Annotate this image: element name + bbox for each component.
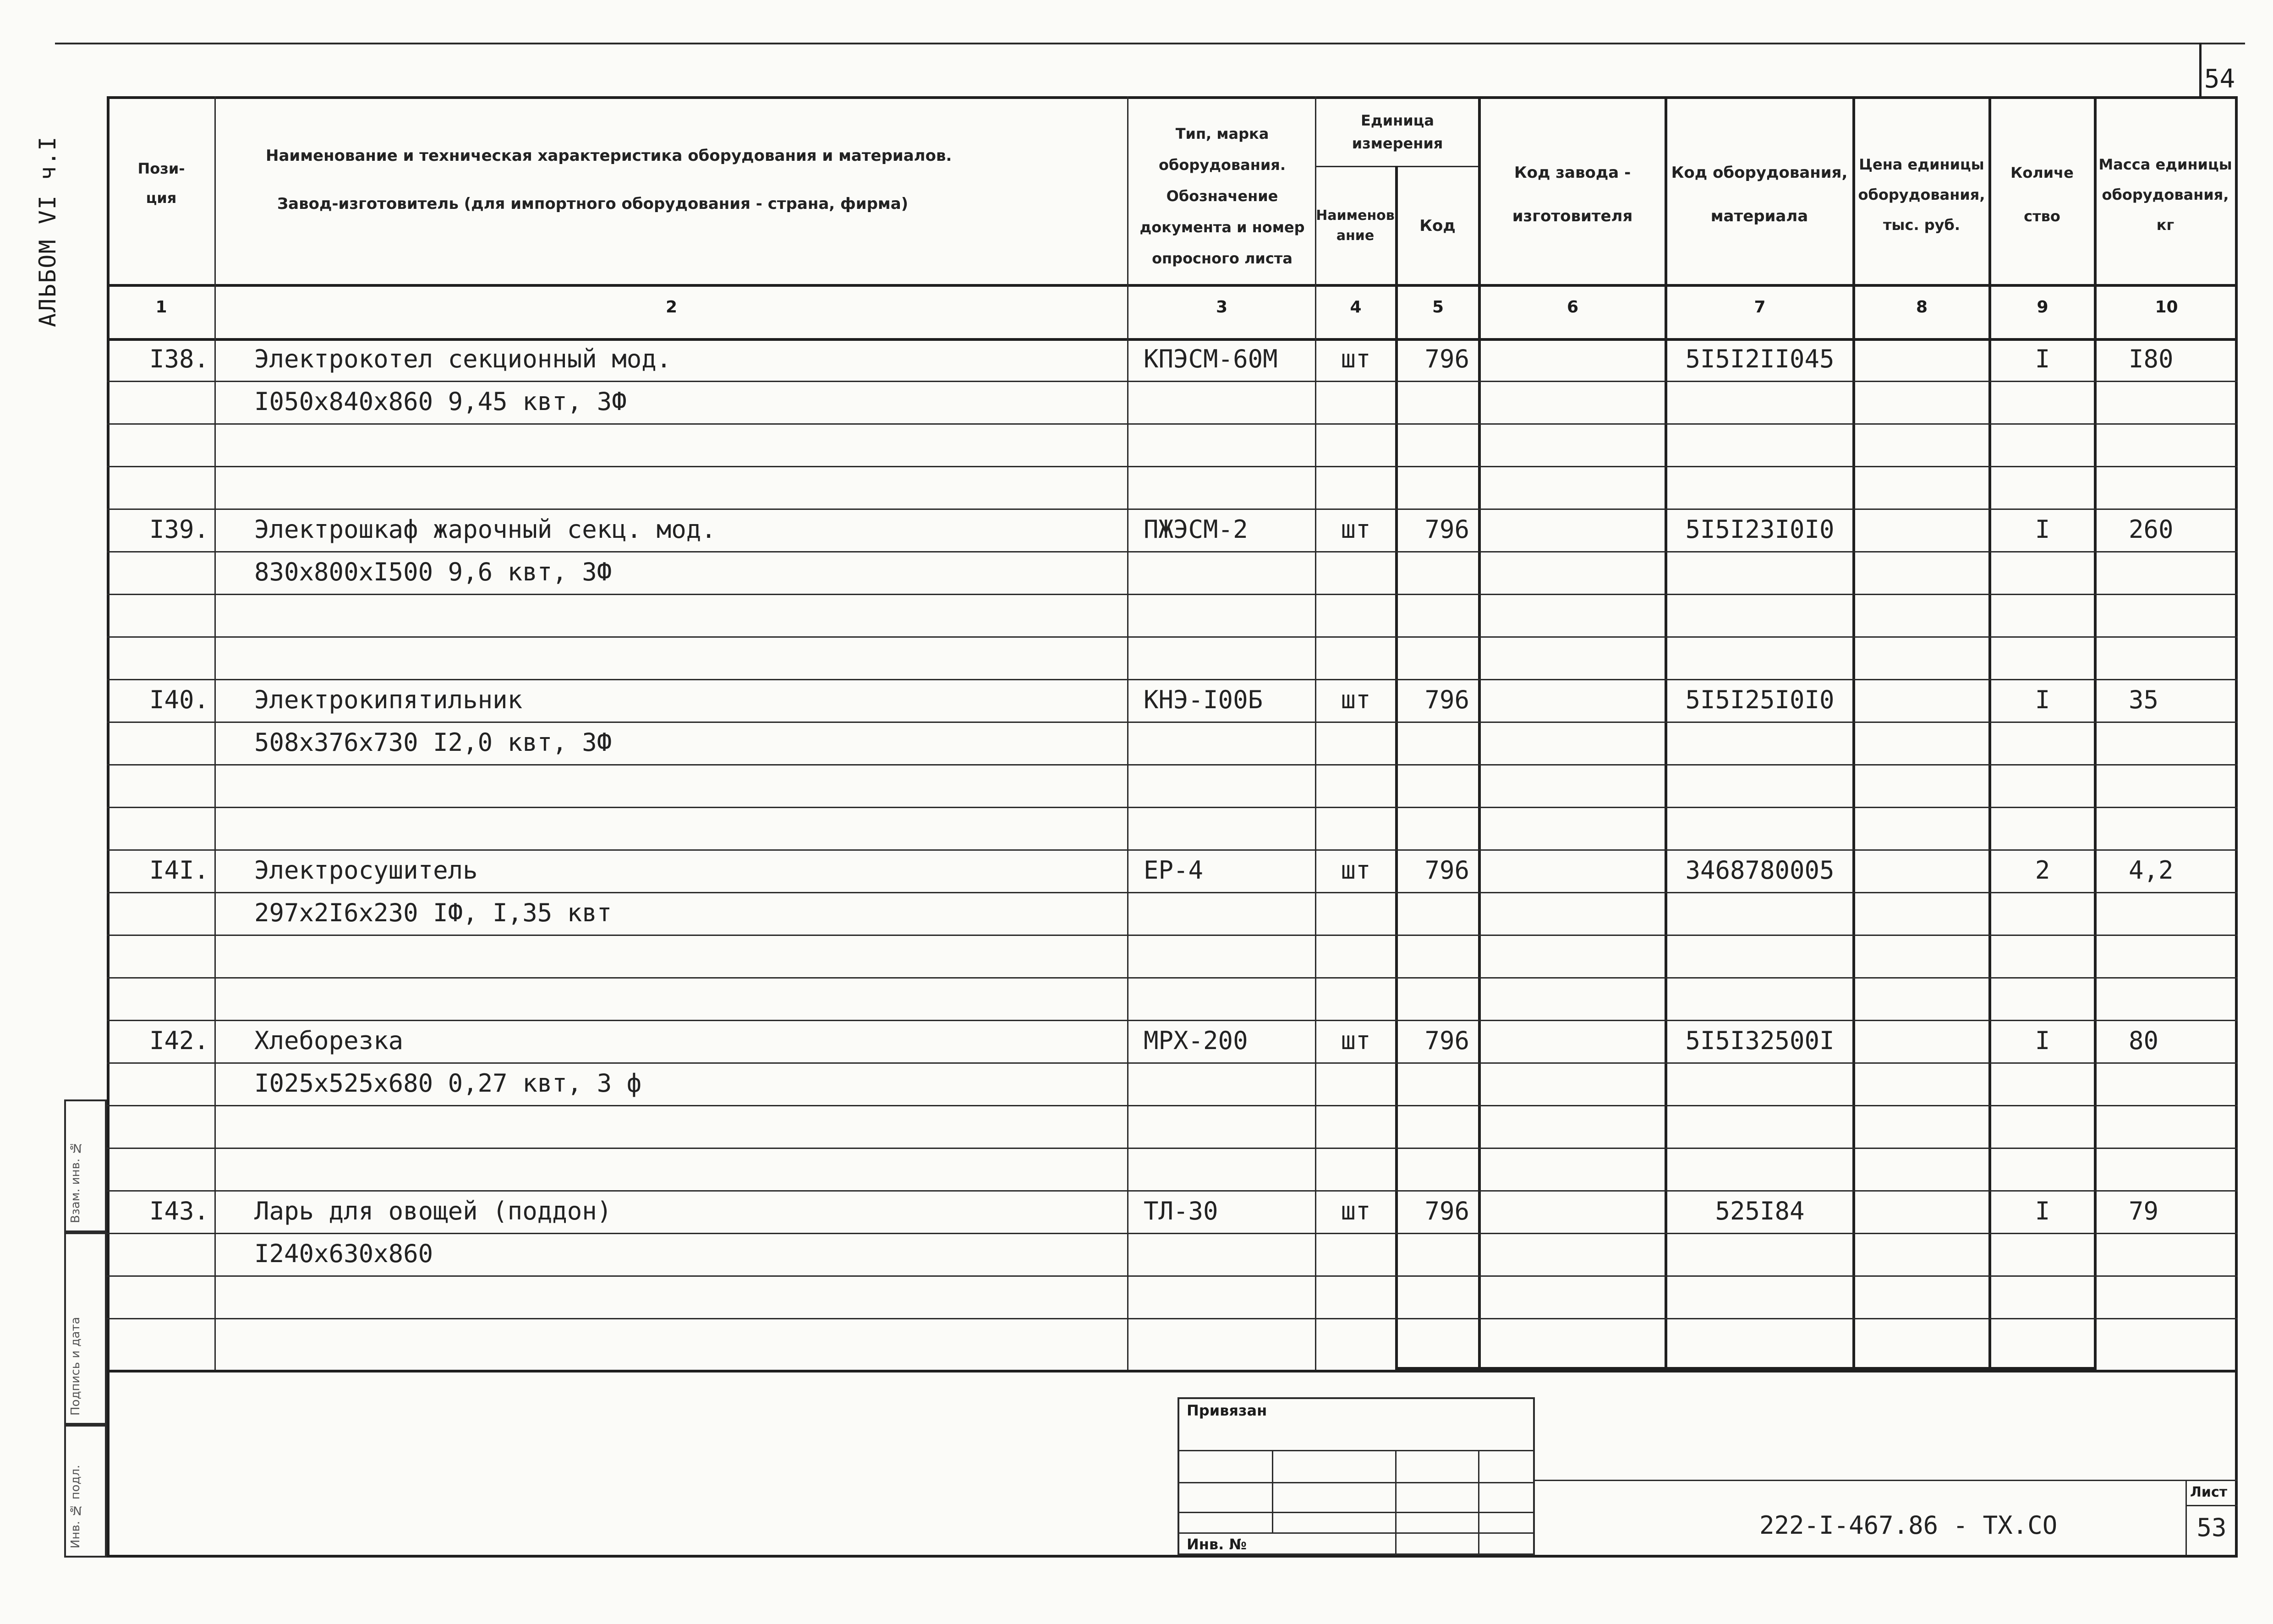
vline-8 — [1988, 96, 1991, 1370]
cell-mass: 35 — [2129, 685, 2159, 714]
row-line — [107, 466, 2238, 467]
bound-label: Привязан — [1187, 1402, 1267, 1419]
vline-3 — [1315, 96, 1316, 1370]
header-equip-code-text: Код оборудования, материала — [1671, 164, 1848, 225]
cell-equip-code: 5I5I2II045 — [1685, 344, 1835, 373]
cell-name-line1: Электросушитель — [254, 856, 478, 885]
row-line — [107, 551, 2238, 552]
cell-name-line2: I240x630x860 — [254, 1239, 433, 1268]
cell-position: I4I. — [149, 856, 209, 885]
top-border-line — [55, 43, 2245, 44]
doc-code: 222-I-467.86 - ТХ.СО — [1759, 1511, 2058, 1540]
header-mass — [2097, 110, 2234, 279]
header-bottom-line — [107, 284, 2238, 287]
header-unit-code — [1397, 170, 1478, 282]
header-type — [1132, 110, 1313, 282]
header-unit-group — [1317, 98, 1478, 165]
bound-stamp-vline-1 — [1272, 1450, 1273, 1532]
row-line — [107, 1062, 2238, 1064]
bound-stamp-box — [1178, 1397, 1535, 1555]
cell-unit-code: 796 — [1424, 685, 1469, 714]
header-qty — [1991, 119, 2093, 270]
cell-equip-code: 5I5I32500I — [1685, 1026, 1835, 1055]
row-line — [107, 594, 2238, 595]
cell-name-line2: 508x376x730 I2,0 квт, 3Ф — [254, 728, 612, 757]
vline-1 — [214, 96, 216, 1370]
row-line — [107, 1148, 2238, 1149]
cell-unit-code: 796 — [1424, 856, 1469, 885]
header-qty-text: Количество — [2010, 164, 2074, 225]
colnum-7: 7 — [1754, 298, 1766, 317]
cell-name-line1: Ларь для овощей (поддон) — [254, 1197, 612, 1225]
colnum-9: 9 — [2037, 298, 2048, 317]
cell-type: КПЭСМ-60М — [1144, 344, 1278, 373]
bound-stamp-line-4 — [1178, 1532, 1535, 1534]
colnum-2: 2 — [665, 298, 678, 317]
row-line — [107, 892, 2238, 893]
cell-name-line1: Электрокипятильник — [254, 685, 523, 714]
body-bottom-line — [107, 1370, 2238, 1372]
colnum-4: 4 — [1350, 298, 1362, 317]
side-label-b: Подпись и дата — [69, 1317, 82, 1416]
page-number-top: 54 — [2199, 43, 2238, 96]
header-name-line1 — [266, 140, 1127, 172]
cell-unit-code: 796 — [1424, 1026, 1469, 1055]
cell-position: I38. — [149, 344, 209, 373]
cell-qty: 2 — [2035, 856, 2050, 885]
cell-name-line2: I025x525x680 0,27 квт, 3 ф — [254, 1069, 642, 1098]
cell-position: I39. — [149, 515, 209, 544]
cell-unit: шт — [1341, 344, 1371, 373]
cell-equip-code: 525I84 — [1715, 1197, 1805, 1225]
header-unit-group-text: Единица измерения — [1352, 111, 1443, 152]
row-line — [107, 807, 2238, 808]
header-unit-code-text: Код — [1419, 216, 1456, 235]
cell-type: ТЛ-30 — [1144, 1197, 1218, 1225]
cell-unit-code: 796 — [1424, 344, 1469, 373]
header-name-line2 — [277, 188, 1125, 220]
colnum-8: 8 — [1916, 298, 1928, 317]
row-line — [107, 722, 2238, 723]
cell-unit-code: 796 — [1424, 1197, 1469, 1225]
cell-qty: I — [2035, 515, 2050, 544]
side-label-c: Инв. № подл. — [69, 1465, 82, 1548]
cell-position: I43. — [149, 1197, 209, 1225]
row-line — [107, 1318, 2238, 1319]
sheet-label: Лист — [2190, 1484, 2228, 1500]
bound-stamp-line-2 — [1178, 1482, 1535, 1483]
sheet-number: 53 — [2196, 1513, 2227, 1542]
cell-type: КНЭ-I00Б — [1144, 685, 1263, 714]
cell-mass: 79 — [2129, 1197, 2159, 1225]
cell-unit: шт — [1341, 1026, 1371, 1055]
header-factory-code-text: Код завода - изготовителя — [1512, 164, 1633, 225]
cell-qty: I — [2035, 685, 2050, 714]
row-line — [107, 849, 2238, 851]
bound-stamp-vline-3 — [1478, 1450, 1479, 1555]
side-label-a: Взам. инв. № — [69, 1141, 82, 1223]
cell-name-line1: Хлеборезка — [254, 1026, 404, 1055]
cell-position: I40. — [149, 685, 209, 714]
header-type-text: Тип, марка оборудования. Обозначение документа и номер опросного листа — [1139, 125, 1305, 267]
cell-name-line1: Электрокотел секционный мод. — [254, 344, 672, 373]
cell-qty: I — [2035, 344, 2050, 373]
cell-unit: шт — [1341, 856, 1371, 885]
row-line — [107, 679, 2238, 680]
cell-name-line2: 297x2I6x230 IФ, I,35 квт — [254, 898, 612, 927]
cell-type: ЕР-4 — [1144, 856, 1204, 885]
boxed-bottom-line — [1395, 1367, 2097, 1370]
colnum-10: 10 — [2155, 298, 2178, 317]
bound-stamp-line-1 — [1178, 1450, 1535, 1451]
album-label: АЛЬБОМ VI ч.I — [34, 136, 61, 327]
header-factory-code — [1481, 119, 1664, 270]
header-name-line2-text: Завод-изготовитель (для импортного оборудования - страна, фирма) — [277, 195, 909, 213]
row-line — [107, 1190, 2238, 1192]
bound-stamp-vline-2 — [1395, 1450, 1397, 1555]
row-line — [107, 636, 2238, 638]
cell-mass: 80 — [2129, 1026, 2159, 1055]
colnum-6: 6 — [1566, 298, 1579, 317]
sheet-label-line — [2185, 1505, 2238, 1506]
row-line — [107, 977, 2238, 979]
vline-6 — [1665, 96, 1667, 1370]
cell-unit: шт — [1341, 685, 1371, 714]
header-name-line1-text: Наименование и техническая характеристика оборудования и материалов. — [266, 147, 952, 165]
cell-name-line1: Электрошкаф жарочный секц. мод. — [254, 515, 716, 544]
vline-9 — [2094, 96, 2097, 1370]
cell-unit: шт — [1341, 515, 1371, 544]
row-line — [107, 764, 2238, 766]
colnum-3: 3 — [1216, 298, 1228, 317]
colnum-5: 5 — [1432, 298, 1444, 317]
row-line — [107, 1020, 2238, 1021]
cell-unit-code: 796 — [1424, 515, 1469, 544]
bound-stamp-line-3 — [1178, 1512, 1535, 1513]
header-equip-code — [1668, 119, 1851, 270]
row-line — [107, 935, 2238, 936]
cell-equip-code: 3468780005 — [1685, 856, 1835, 885]
cell-type: МРХ-200 — [1144, 1026, 1248, 1055]
vline-2 — [1127, 96, 1128, 1370]
titleblock-top-line — [1535, 1480, 2238, 1481]
header-price-text: Цена единицы оборудования, тыс. руб. — [1858, 156, 1985, 234]
inv-label: Инв. № — [1187, 1536, 1247, 1553]
row-line — [107, 1105, 2238, 1106]
vline-5 — [1478, 96, 1481, 1370]
cell-unit: шт — [1341, 1197, 1371, 1225]
cell-mass: 260 — [2129, 515, 2174, 544]
header-price — [1856, 110, 1988, 279]
vline-7 — [1852, 96, 1855, 1370]
colnum-1: 1 — [155, 298, 167, 317]
header-unit-name — [1316, 170, 1395, 282]
cell-equip-code: 5I5I23I0I0 — [1685, 515, 1835, 544]
header-position — [108, 137, 214, 229]
cell-mass: 4,2 — [2129, 856, 2174, 885]
cell-type: ПЖЭСМ-2 — [1144, 515, 1248, 544]
cell-mass: I80 — [2129, 344, 2174, 373]
row-line — [107, 1233, 2238, 1234]
cell-position: I42. — [149, 1026, 209, 1055]
cell-qty: I — [2035, 1026, 2050, 1055]
header-position-text: Пози- ция — [137, 160, 185, 207]
header-mass-text: Масса единицы оборудования, кг — [2098, 156, 2232, 234]
cell-name-line2: 830x800xI500 9,6 квт, 3Ф — [254, 558, 612, 586]
row-line — [107, 1275, 2238, 1277]
cell-name-line2: I050x840x860 9,45 квт, 3Ф — [254, 387, 627, 416]
row-line — [107, 509, 2238, 510]
header-unit-name-text: Наименование — [1316, 207, 1395, 244]
cell-equip-code: 5I5I25I0I0 — [1685, 685, 1835, 714]
row-line — [107, 423, 2238, 425]
cell-qty: I — [2035, 1197, 2050, 1225]
row-line — [107, 381, 2238, 382]
